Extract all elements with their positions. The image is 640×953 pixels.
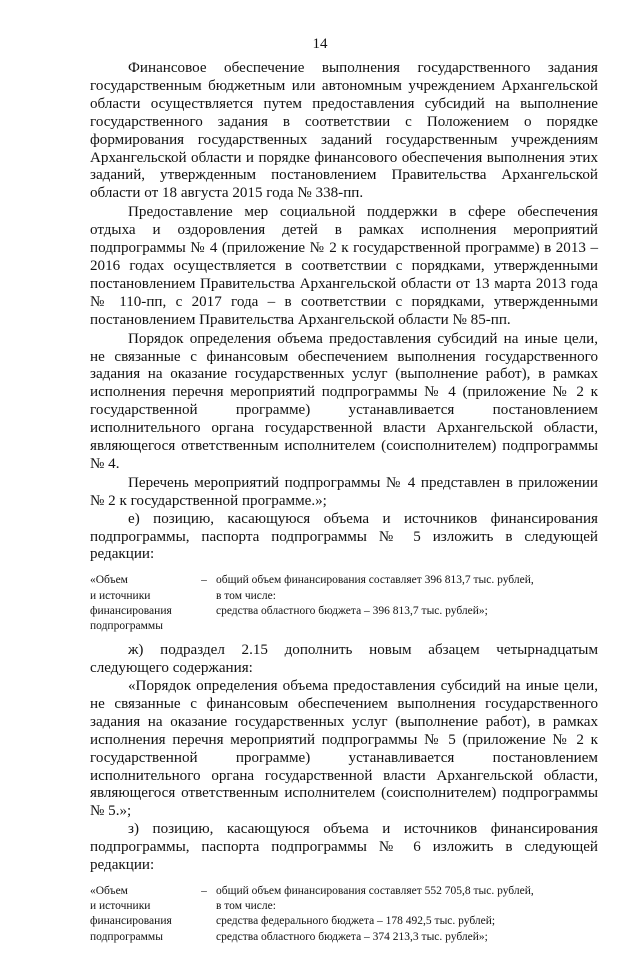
paragraph-financing: Финансовое обеспечение выполнения государственного задания государственным бюджетным или автономным учреждением Архангельской области осуществляется путем предоставления субсидий на выполнение государственного задания в соответствии с Положением о порядке формирования государственных заданий государственным учреждениям Архангельской области и порядке финансового обеспечения выполнения этих заданий, утвержденным постановлением Правительства Архангельской области от 18 августа 2015 года № 338-пп. <box>90 60 598 202</box>
page-number: 14 <box>312 36 328 52</box>
paragraph-social-support: Предоставление мер социальной поддержки в сфере обеспечения отдыха и оздоровления детей в рамках исполнения мероприятий подпрограммы № 4 (приложение № 2 к государственной программе) в 2013 – 2016 годах осуществляется в соответствии с порядками, утвержденными постановлением Правительства Архангельской области от 13 марта 2013 года № 110-пп, с 2017 года – в соответствии с порядками, утвержденными постановлением Правительства Архангельской области № 85-пп. <box>90 204 598 328</box>
paragraph-item-zh: ж) подраздел 2.15 дополнить новым абзацем четырнадцатым следующего содержания: <box>90 642 598 677</box>
financing-table-subprogram-5 <box>90 573 598 634</box>
paragraph-measures-list-4: Перечень мероприятий подпрограммы № 4 представлен в приложении № 2 к государственной программе.»; <box>90 474 598 509</box>
table-label: «Объем и источники финансирования подпрограммы <box>90 574 172 632</box>
paragraph-item-z: з) позицию, касающуюся объема и источников финансирования подпрограммы, паспорта подпрограммы № 6 изложить в следующей редакции: <box>90 821 598 874</box>
financing-table-subprogram-6 <box>90 884 598 945</box>
table-dash: – <box>201 884 207 897</box>
table-dash: – <box>201 574 207 587</box>
paragraph-subsidy-order-5: «Порядок определения объема предоставления субсидий на иные цели, не связанные с финансовым обеспечением выполнения государственного задания на оказание государственных услуг (выполнение работ), в рамках исполнения перечня мероприятий подпрограммы № 5 (приложение № 2 к государственной программе) устанавливается постановлением исполнительного органа государственной власти Архангельской области, являющегося ответственным исполнителем (соисполнителем) подпрограммы № 5.»; <box>90 678 598 820</box>
paragraph-subsidy-order-4: Порядок определения объема предоставления субсидий на иные цели, не связанные с финансовым обеспечением выполнения государственного задания на оказание государственных услуг (выполнение работ), в рамках исполнения перечня мероприятий подпрограммы № 4 (приложение № 2 к государственной программе) устанавливается постановлением исполнительного органа государственной власти Архангельской области, являющегося ответственным исполнителем (соисполнителем) подпрограммы № 4. <box>90 330 598 472</box>
document-body <box>90 60 598 953</box>
table-values: общий объем финансирования составляет 552 705,8 тыс. рублей, в том числе: средства федерального бюджета – 178 492,5 тыс. рублей; средства областного бюджета – 374 213,3 тыс. рублей»; <box>216 884 534 943</box>
paragraph-item-e: е) позицию, касающуюся объема и источников финансирования подпрограммы, паспорта подпрограммы № 5 изложить в следующей редакции: <box>90 510 598 563</box>
table-values: общий объем финансирования составляет 396 813,7 тыс. рублей, в том числе: средства областного бюджета – 396 813,7 тыс. рублей»; <box>216 574 534 617</box>
table-label: «Объем и источники финансирования подпрограммы <box>90 884 172 943</box>
